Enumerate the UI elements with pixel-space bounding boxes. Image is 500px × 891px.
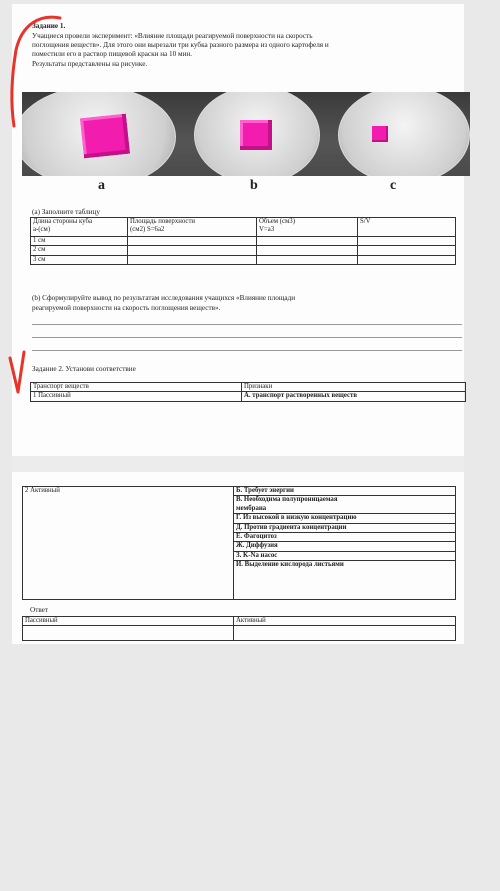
feature-b: Б. Требует энергии [234, 487, 455, 496]
feature-zh: Ж. Диффузия [234, 542, 455, 551]
part-b-line-1: (b) Сформулируйте вывод по результатам исследования учащихся «Влияние площади [32, 294, 296, 302]
header-volume-formula: V=a3 [259, 226, 275, 234]
header-features: Признаки [242, 383, 466, 392]
task1-title: Задание 1. [32, 22, 66, 30]
image-label-a: a [98, 178, 105, 193]
part-b-line-2: реагируемой поверхности на скорость поглощения веществ». [32, 304, 221, 312]
header-transport: Транспорт веществ [31, 383, 242, 392]
feature-i: И. Выделение кислорода листьями [236, 561, 344, 569]
feature-e: Е. Фагоцитоз [234, 533, 455, 542]
answer-label: Ответ [30, 606, 49, 614]
feature-a: А. транспорт растворенных веществ [242, 392, 466, 401]
task2-title: Задание 2. Установи соответствие [32, 365, 136, 373]
header-side-length: Длина стороны куба [33, 218, 93, 225]
task1-intro-line-3: поместили его в раствор пищевой краски на 10 мин. [32, 50, 193, 58]
part-a-instruction: (a) Заполните таблицу [32, 208, 100, 216]
red-check-mark [10, 352, 24, 392]
task1-intro-line-2: поглощения веществ». Для этого они вырезали три кубка разного размера из одного картофеля и [32, 41, 329, 49]
red-curve-mark [12, 17, 60, 126]
task1-intro-line-4: Результаты представлены на рисунке. [32, 60, 148, 68]
active-transport-cell: 2 Активный [23, 487, 234, 600]
header-ratio: S/V [360, 218, 371, 225]
passive-transport-cell: 1 Пассивный [31, 392, 242, 401]
task1-intro-line-1: Учащиеся провели эксперимент: «Влияние площади реагируемой поверхности на скорость [32, 32, 313, 40]
feature-z: З. K-Na насос [234, 552, 455, 561]
answer-active-header: Активный [234, 617, 456, 626]
header-side-length-unit: а-(см) [33, 226, 51, 234]
header-volume: Объем (см3) [259, 218, 295, 225]
image-label-c: c [390, 178, 397, 193]
feature-d: Д. Против градиента концентрации [234, 524, 455, 533]
header-surface-area: Площадь поверхности [130, 218, 196, 225]
row-3cm: 3 см [31, 255, 128, 264]
feature-v-cont: мембрана [234, 505, 455, 514]
row-2cm: 2 см [31, 246, 128, 255]
answer-passive-header: Пассивный [23, 617, 234, 626]
feature-v: В. Необходима полупроницаемая [236, 496, 338, 504]
image-label-b: b [250, 178, 258, 193]
row-1cm: 1 см [31, 237, 128, 246]
header-surface-area-formula: (см2) S=6a2 [130, 226, 165, 234]
feature-g: Г. Из высокой в низкую концентрацию [234, 514, 455, 523]
